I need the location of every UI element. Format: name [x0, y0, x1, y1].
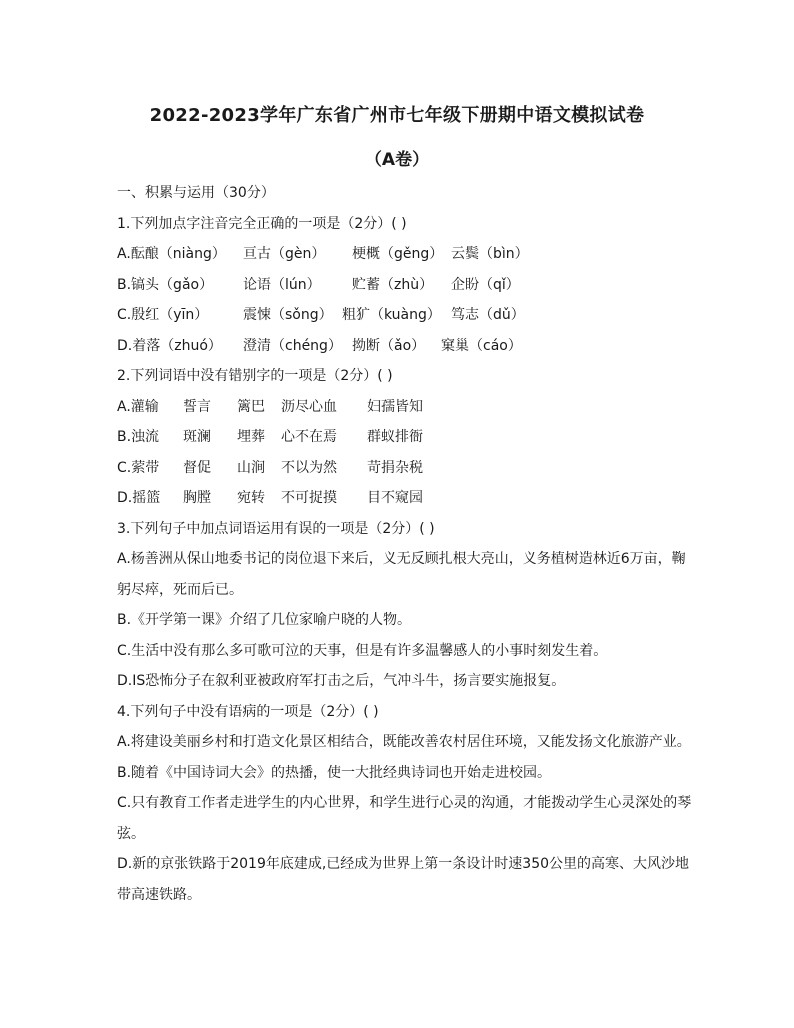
option-word: 粗犷（kuàng） — [342, 307, 441, 323]
option-word: 篱巴 — [237, 398, 265, 415]
section-heading: 一、积累与运用（30分） — [117, 185, 275, 201]
option-word: 震悚（sǒng） — [243, 307, 333, 323]
option-word: 企盼（qǐ） — [451, 276, 520, 293]
option-word: 拗断（ǎo） — [352, 337, 426, 354]
option-word: 贮蓄（zhù） — [352, 276, 434, 293]
question-1-option-d — [117, 331, 692, 362]
question-1-option-a — [117, 239, 692, 270]
option-word: 斑澜 — [183, 429, 211, 445]
question-3-stem: 3.下列句子中加点词语运用有误的一项是（2分）( ) — [117, 520, 435, 537]
question-3-option-c: C.生活中没有那么多可歌可泣的天事，但是有许多温馨感人的小事时刻发生着。 — [117, 642, 608, 659]
option-word: C.萦带 — [117, 459, 160, 476]
option-word: 苛捐杂税 — [367, 459, 423, 476]
option-word: C.殷红（yīn） — [117, 307, 209, 323]
document-title: 2022-2023学年广东省广州市七年级下册期中语文模拟试卷 — [149, 105, 645, 126]
option-word: 不以为然 — [281, 459, 337, 476]
question-1-option-b — [117, 270, 692, 301]
option-word: 澄清（chéng） — [243, 337, 342, 354]
question-2-option-d — [117, 483, 692, 514]
question-3-option-b: B.《开学第一课》介绍了几位家喻户晓的人物。 — [117, 612, 412, 628]
option-word: 誓言 — [183, 398, 211, 415]
option-word: 窠巢（cáo） — [441, 337, 522, 354]
option-word: 论语（lún） — [243, 276, 321, 293]
option-word: 群蚁排衙 — [367, 429, 423, 445]
option-word: 沥尽心血 — [281, 398, 337, 415]
option-word: A.酝酿（niàng） — [117, 246, 226, 262]
option-word: D.摇篮 — [117, 490, 161, 506]
question-2-option-a — [117, 392, 692, 423]
question-4-option-b: B.随着《中国诗词大会》的热播，使一大批经典诗词也开始走进校园。 — [117, 764, 552, 781]
option-word: 云鬓（bìn） — [451, 246, 529, 262]
question-4-option-a: A.将建设美丽乡村和打造文化景区相结合，既能改善农村居住环境，又能发扬文化旅游产业。 — [117, 734, 691, 750]
option-word: A.灌输 — [117, 398, 159, 415]
option-word: 宛转 — [237, 490, 265, 506]
document-subtitle: （A卷） — [364, 150, 430, 170]
option-word: 山涧 — [237, 459, 265, 476]
question-2-option-b — [117, 422, 692, 453]
option-word: 心不在焉 — [281, 429, 337, 445]
option-word: 亘古（gèn） — [243, 246, 326, 262]
option-word: 笃志（dǔ） — [451, 307, 525, 323]
option-word: 埋葬 — [237, 429, 265, 445]
question-3-option-a: A.杨善洲从保山地委书记的岗位退下来后，义无反顾扎根大亮山，义务植树造林近6万亩，鞠躬尽瘁，死而后已。 — [117, 551, 686, 598]
question-2-stem: 2.下列词语中没有错别字的一项是（2分）( ) — [117, 368, 393, 384]
exam-content — [117, 178, 692, 910]
option-word: 督促 — [183, 459, 211, 476]
question-3-option-d: D.IS恐怖分子在叙利亚被政府军打击之后，气冲斗牛，扬言要实施报复。 — [117, 673, 566, 689]
option-word: 不可捉摸 — [281, 490, 337, 506]
option-word: 胸膛 — [183, 490, 211, 506]
question-2-option-c — [117, 453, 692, 484]
question-4-option-d: D.新的京张铁路于2019年底建成,已经成为世界上第一条设计时速350公里的高寒、大风沙地带高速铁路。 — [117, 856, 690, 903]
option-word: D.着落（zhuó） — [117, 337, 222, 354]
option-word: 妇孺皆知 — [367, 398, 423, 415]
question-4-option-c: C.只有教育工作者走进学生的内心世界，和学生进行心灵的沟通，才能拨动学生心灵深处的琴弦。 — [117, 795, 692, 842]
question-4-stem: 4.下列句子中没有语病的一项是（2分）( ) — [117, 703, 379, 720]
question-1-option-c — [117, 300, 692, 331]
option-word: 目不窥园 — [367, 490, 423, 506]
option-word: B.镐头（gǎo） — [117, 276, 214, 293]
option-word: B.浊流 — [117, 429, 160, 445]
question-1-stem: 1.下列加点字注音完全正确的一项是（2分）( ) — [117, 215, 407, 232]
option-word: 梗概（gěng） — [352, 246, 444, 262]
